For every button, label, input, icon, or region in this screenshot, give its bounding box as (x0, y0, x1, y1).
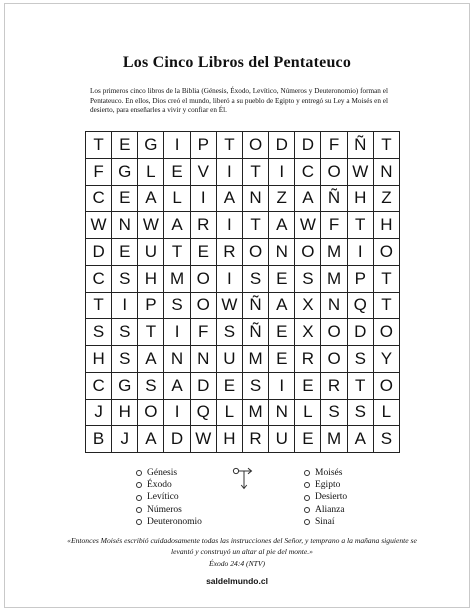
grid-cell[interactable]: Ñ (243, 293, 269, 320)
grid-cell[interactable]: H (138, 266, 164, 293)
grid-cell[interactable]: O (374, 373, 400, 400)
word-list-item[interactable] (136, 479, 202, 491)
grid-cell[interactable]: L (374, 400, 400, 427)
word-label: Números (147, 504, 182, 515)
grid-cell[interactable]: N (112, 212, 138, 239)
word-search-grid (85, 131, 400, 453)
checkbox-circle-icon[interactable] (304, 482, 310, 488)
grid-cell[interactable]: D (86, 239, 112, 266)
checkbox-circle-icon[interactable] (136, 495, 142, 501)
grid-cell[interactable]: E (269, 346, 295, 373)
word-list-item[interactable] (304, 467, 347, 479)
grid-cell[interactable]: S (217, 319, 243, 346)
grid-cell[interactable]: S (348, 346, 374, 373)
grid-cell[interactable]: T (86, 132, 112, 159)
grid-cell[interactable]: T (348, 212, 374, 239)
grid-cell[interactable]: W (191, 426, 217, 453)
word-list-item[interactable] (304, 504, 347, 516)
grid-cell[interactable]: R (191, 212, 217, 239)
grid-cell[interactable]: L (295, 400, 321, 427)
word-label: Sinaí (315, 516, 335, 527)
grid-cell[interactable]: E (112, 186, 138, 213)
checkbox-circle-icon[interactable] (136, 519, 142, 525)
grid-cell[interactable]: S (243, 266, 269, 293)
grid-cell[interactable]: D (348, 319, 374, 346)
grid-cell[interactable]: N (269, 400, 295, 427)
word-list-item[interactable] (304, 479, 347, 491)
grid-cell[interactable]: G (112, 373, 138, 400)
grid-cell[interactable]: O (374, 239, 400, 266)
word-list-item[interactable] (304, 491, 347, 503)
grid-cell[interactable]: S (112, 319, 138, 346)
grid-cell[interactable]: S (164, 293, 190, 320)
grid-cell[interactable]: W (295, 212, 321, 239)
grid-cell[interactable]: D (269, 132, 295, 159)
grid-cell[interactable]: T (348, 373, 374, 400)
grid-cell[interactable]: F (191, 319, 217, 346)
grid-cell[interactable]: P (348, 266, 374, 293)
grid-cell[interactable]: M (321, 239, 347, 266)
grid-cell[interactable]: C (86, 373, 112, 400)
grid-cell[interactable]: F (321, 212, 347, 239)
grid-cell[interactable]: S (321, 400, 347, 427)
grid-cell[interactable]: U (217, 346, 243, 373)
word-list-right (304, 467, 347, 528)
word-label: Levítico (147, 492, 179, 503)
grid-cell[interactable]: O (243, 239, 269, 266)
grid-cell[interactable]: N (164, 346, 190, 373)
grid-cell[interactable]: S (112, 346, 138, 373)
grid-cell[interactable]: A (269, 293, 295, 320)
grid-cell[interactable]: E (164, 159, 190, 186)
grid-cell[interactable]: Z (374, 186, 400, 213)
grid-cell[interactable]: O (191, 266, 217, 293)
word-list-item[interactable] (304, 516, 347, 528)
checkbox-circle-icon[interactable] (136, 470, 142, 476)
word-label: Génesis (147, 468, 178, 478)
grid-cell[interactable]: S (295, 266, 321, 293)
grid-cell[interactable]: J (112, 426, 138, 453)
grid-cell[interactable]: Q (348, 293, 374, 320)
grid-cell[interactable]: R (217, 239, 243, 266)
grid-cell[interactable]: O (374, 319, 400, 346)
grid-cell[interactable]: S (374, 426, 400, 453)
word-list-left (136, 467, 202, 528)
grid-cell[interactable]: A (164, 212, 190, 239)
grid-cell[interactable]: A (348, 426, 374, 453)
grid-cell[interactable]: W (348, 159, 374, 186)
grid-cell[interactable]: E (217, 373, 243, 400)
word-label: Egipto (315, 480, 341, 491)
grid-cell[interactable]: Ñ (348, 132, 374, 159)
grid-cell[interactable]: S (348, 400, 374, 427)
grid-cell[interactable]: I (348, 239, 374, 266)
grid-cell[interactable]: A (138, 426, 164, 453)
grid-cell[interactable]: P (138, 293, 164, 320)
grid-cell[interactable]: X (295, 319, 321, 346)
grid-cell[interactable]: S (243, 373, 269, 400)
grid-cell[interactable]: H (112, 400, 138, 427)
grid-cell[interactable]: O (138, 400, 164, 427)
grid-cell[interactable]: U (138, 239, 164, 266)
checkbox-circle-icon[interactable] (304, 507, 310, 513)
grid-cell[interactable]: F (321, 132, 347, 159)
grid-cell[interactable]: D (295, 132, 321, 159)
word-label: Deuteronomio (147, 516, 202, 527)
grid-cell[interactable]: T (374, 132, 400, 159)
website-label: saldelmundo.cl (206, 576, 268, 586)
grid-cell[interactable]: X (295, 293, 321, 320)
grid-cell[interactable]: S (112, 266, 138, 293)
word-label: Desierto (315, 492, 348, 503)
grid-cell[interactable]: O (321, 319, 347, 346)
grid-cell[interactable]: J (86, 400, 112, 427)
bible-reference: Éxodo 24:4 (NTV) (208, 559, 266, 568)
grid-cell[interactable]: N (243, 186, 269, 213)
grid-cell[interactable]: A (269, 212, 295, 239)
grid-cell[interactable]: E (112, 239, 138, 266)
grid-cell[interactable]: C (86, 186, 112, 213)
grid-cell[interactable]: O (243, 132, 269, 159)
word-label: Moisés (315, 468, 343, 478)
word-label: Éxodo (147, 480, 172, 491)
grid-cell[interactable]: T (164, 239, 190, 266)
word-list-item[interactable] (136, 516, 202, 528)
grid-cell[interactable]: M (243, 400, 269, 427)
checkbox-circle-icon[interactable] (136, 507, 142, 513)
grid-cell[interactable]: G (112, 159, 138, 186)
grid-cell[interactable]: T (374, 293, 400, 320)
grid-cell[interactable]: I (191, 186, 217, 213)
grid-cell[interactable]: O (321, 159, 347, 186)
grid-cell[interactable]: A (138, 346, 164, 373)
grid-cell[interactable]: O (191, 293, 217, 320)
grid-cell[interactable]: I (217, 266, 243, 293)
grid-cell[interactable]: A (295, 186, 321, 213)
word-list-item[interactable] (136, 491, 202, 503)
grid-cell[interactable]: R (321, 373, 347, 400)
grid-cell[interactable]: V (191, 159, 217, 186)
grid-cell[interactable]: M (164, 266, 190, 293)
grid-cell[interactable]: L (138, 159, 164, 186)
double-arrow-icon (232, 466, 256, 492)
intro-paragraph: Los primeros cinco libros de la Biblia (Génesis, Éxodo, Levítico, Números y Deuteronomio) forman el Pentateuco. En ellos, Dios creó el mundo, liberó a su pueblo de Egipto y entregó su Ley a Moisés en el desierto, para enseñarles a vivir y confiar en Él. (90, 87, 388, 115)
grid-cell[interactable]: I (217, 159, 243, 186)
worksheet-page (4, 3, 470, 608)
checkbox-circle-icon[interactable] (304, 470, 310, 476)
grid-cell[interactable]: I (164, 319, 190, 346)
grid-cell[interactable]: C (295, 159, 321, 186)
grid-cell[interactable]: O (321, 346, 347, 373)
grid-cell[interactable]: M (321, 426, 347, 453)
grid-cell[interactable]: W (138, 212, 164, 239)
grid-cell[interactable]: M (243, 346, 269, 373)
grid-cell[interactable]: H (217, 426, 243, 453)
grid-cell[interactable]: N (374, 159, 400, 186)
grid-cell[interactable]: E (295, 373, 321, 400)
grid-cell[interactable]: T (86, 293, 112, 320)
grid-cell[interactable]: I (164, 132, 190, 159)
checkbox-circle-icon[interactable] (136, 482, 142, 488)
grid-cell[interactable]: H (348, 186, 374, 213)
grid-cell[interactable]: U (269, 426, 295, 453)
grid-cell[interactable]: Q (191, 400, 217, 427)
grid-cell[interactable]: F (86, 159, 112, 186)
grid-cell[interactable]: E (269, 319, 295, 346)
grid-cell[interactable]: I (112, 293, 138, 320)
grid-cell[interactable]: B (86, 426, 112, 453)
grid-cell[interactable]: I (269, 159, 295, 186)
word-label: Alianza (315, 504, 345, 515)
grid-cell[interactable]: W (86, 212, 112, 239)
grid-cell[interactable]: S (86, 319, 112, 346)
grid-cell[interactable]: I (164, 400, 190, 427)
checkbox-circle-icon[interactable] (304, 519, 310, 525)
grid-cell[interactable]: W (217, 293, 243, 320)
grid-cell[interactable]: O (295, 239, 321, 266)
grid-cell[interactable]: T (217, 132, 243, 159)
grid-cell[interactable]: H (86, 346, 112, 373)
grid-cell[interactable]: E (112, 132, 138, 159)
grid-cell[interactable]: A (217, 186, 243, 213)
grid-cell[interactable]: N (321, 293, 347, 320)
grid-cell[interactable]: T (374, 266, 400, 293)
grid-cell[interactable]: P (191, 132, 217, 159)
grid-cell[interactable]: D (191, 373, 217, 400)
bible-quote: «Entonces Moisés escribió cuidadosamente todas las instrucciones del Señor, y temprano a la mañana siguiente se levantó y construyó un altar al pie del monte.» (67, 536, 417, 556)
grid-cell[interactable]: T (243, 159, 269, 186)
word-list-item[interactable] (136, 467, 202, 479)
grid-cell[interactable]: G (138, 132, 164, 159)
grid-cell[interactable]: A (138, 186, 164, 213)
grid-cell[interactable]: I (217, 212, 243, 239)
grid-cell[interactable]: Ñ (243, 319, 269, 346)
grid-cell[interactable]: E (269, 266, 295, 293)
grid-cell[interactable]: R (243, 426, 269, 453)
grid-cell[interactable]: M (321, 266, 347, 293)
grid-cell[interactable]: Z (269, 186, 295, 213)
grid-cell[interactable]: L (217, 400, 243, 427)
grid-cell[interactable]: L (164, 186, 190, 213)
word-list-item[interactable] (136, 504, 202, 516)
grid-cell[interactable]: R (295, 346, 321, 373)
page-title: Los Cinco Libros del Pentateuco (122, 54, 352, 71)
grid-cell[interactable]: E (295, 426, 321, 453)
grid-cell[interactable]: Y (374, 346, 400, 373)
grid-cell[interactable]: C (86, 266, 112, 293)
grid-cell[interactable]: E (191, 239, 217, 266)
grid-cell[interactable]: T (138, 319, 164, 346)
grid-cell[interactable]: N (269, 239, 295, 266)
grid-cell[interactable]: S (138, 373, 164, 400)
grid-cell[interactable]: D (164, 426, 190, 453)
grid-cell[interactable]: H (374, 212, 400, 239)
grid-cell[interactable]: T (243, 212, 269, 239)
grid-cell[interactable]: N (191, 346, 217, 373)
grid-cell[interactable]: I (269, 373, 295, 400)
checkbox-circle-icon[interactable] (304, 495, 310, 501)
grid-cell[interactable]: Ñ (321, 186, 347, 213)
grid-cell[interactable]: A (164, 373, 190, 400)
